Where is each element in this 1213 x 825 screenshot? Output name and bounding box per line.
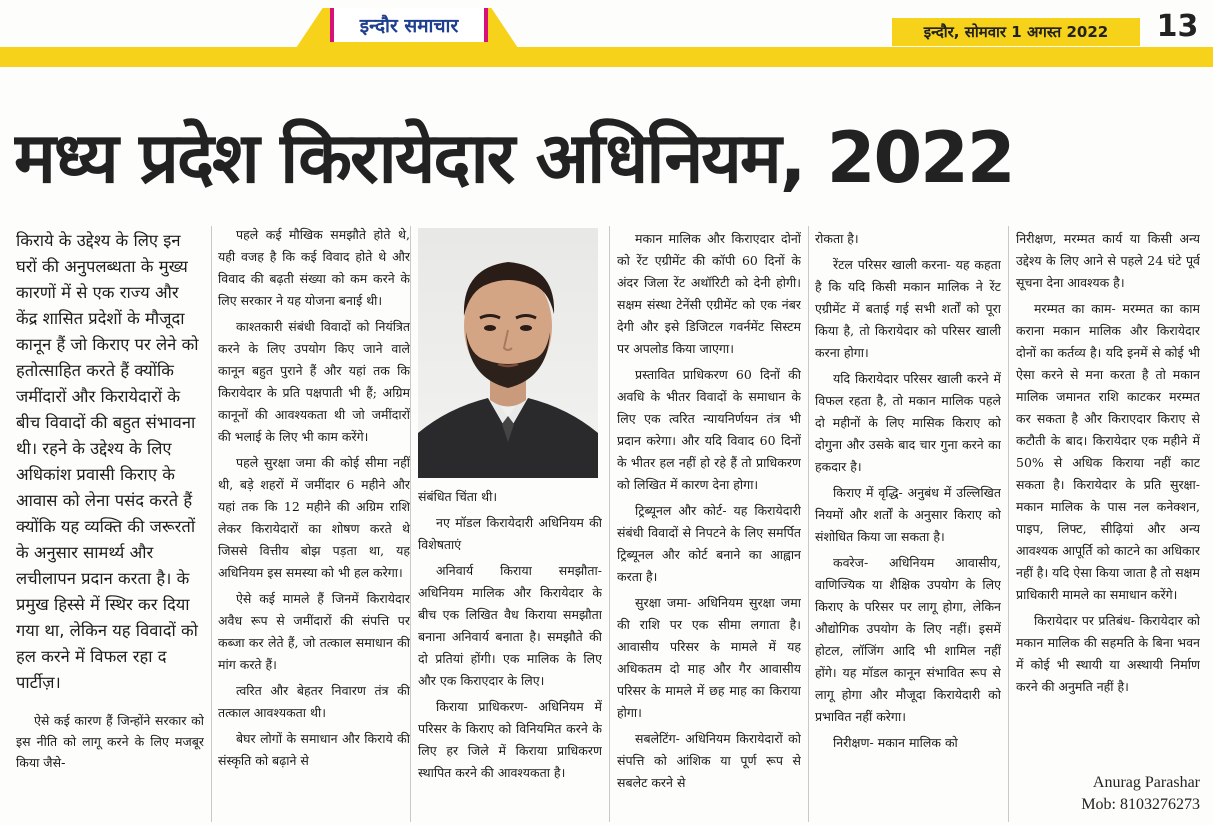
byline xyxy=(1030,772,1200,816)
paragraph: सबलेटिंग- अधिनियम किरायेदारों को संपत्ति को आंशिक या पूर्ण रूप से सबलेट करने से xyxy=(617,731,801,790)
paragraph: रेंटल परिसर खाली करना- यह कहता है कि यदि किसी मकान मालिक ने रेंट एग्रीमेंट में बताई गई सभी शर्तों को पूरा किया है, तो किरायेदार को परिसर खाली करना होगा। xyxy=(815,257,1001,360)
paragraph: रोकता है। xyxy=(815,231,859,246)
paragraph: किराए में वृद्धि- अनुबंध में उल्लिखित नियमों और शर्तों के अनुसार किराए को संशोधित किया जा सकता है। xyxy=(815,485,1001,544)
paragraph: किराया प्राधिकरण- अधिनियम में परिसर के किराए को विनियमित करने के लिए हर जिले में किराया प्राधिकरण स्थापित करने की आवश्यकता है। xyxy=(418,699,602,780)
dateline: इन्दौर, सोमवार 1 अगस्त 2022 xyxy=(892,18,1140,46)
article-column-5 xyxy=(815,228,1001,825)
page-number: 13 xyxy=(1156,8,1199,44)
paragraph: अनिवार्य किराया समझौता- अधिनियम मालिक और किरायेदार के बीच एक लिखित वैध किराया समझौता बनाना अनिवार्य बनाता है। समझौते की दो प्रतियां होंगी। एक मालिक के लिए और एक किराएदार के लिए। xyxy=(418,563,602,688)
author-name: Anurag Parashar xyxy=(1092,774,1200,791)
paragraph: त्वरित और बेहतर निवारण तंत्र की तत्काल आवश्यकता थी। xyxy=(218,683,410,720)
article-column-6 xyxy=(1016,228,1200,768)
paragraph: कवरेज- अधिनियम आवासीय, वाणिज्यिक या शैक्षिक उपयोग के लिए किराए के परिसर पर लागू होगा, लेकिन औद्योगिक उपयोग के लिए नहीं। इसमें होटल, लॉजिंग आदि भी शामिल नहीं होंगे। यह मॉडल कानून संभावित रूप से लागू होगा और मौजूदा किरायेदारी को प्रभावित नहीं करेगा। xyxy=(815,555,1001,724)
paragraph: पहले सुरक्षा जमा की कोई सीमा नहीं थी, बड़े शहरों में जमींदार 6 महीने और यहां तक कि 12 महीने की अग्रिम राशि लेकर किरायेदारों का शोषण करते थे जिससे वित्तीय बोझ पड़ता था, यह अधिनियम इस समस्या को भी हल करेगा। xyxy=(218,455,410,580)
column-divider xyxy=(1008,226,1009,822)
paragraph: निरीक्षण, मरम्मत कार्य या किसी अन्य उद्देश्य के लिए आने से पहले 24 घंटे पूर्व सूचना देना आवश्यक है। xyxy=(1016,231,1200,290)
paragraph: मकान मालिक और किराएदार दोनों को रेंट एग्रीमेंट की कॉपी 60 दिनों के अंदर जिला रेंट अथॉरिटी को देनी होगी। सक्षम संस्था टेनेंसी एग्रीमेंट को एक नंबर देगी और इसे डिजिटल गवर्नमेंट सिस्टम पर अपलोड किया जाएगा। xyxy=(617,231,801,356)
author-mobile: Mob: 8103276273 xyxy=(1081,796,1200,813)
column-divider xyxy=(211,226,212,822)
article-column-4 xyxy=(617,228,801,825)
lead-followup: ऐसे कई कारण हैं जिन्होंने सरकार को इस नीति को लागू करने के लिए मजबूर किया जैसे- xyxy=(16,713,204,770)
section-name: इन्दौर समाचार xyxy=(330,8,488,42)
paragraph: यदि किरायेदार परिसर खाली करने में विफल रहता है, तो मकान मालिक पहले दो महीनों के लिए मासिक किराए को दोगुना और उसके बाद चार गुना करने का हकदार है। xyxy=(815,371,1001,474)
lead-column xyxy=(16,228,204,825)
paragraph: निरीक्षण- मकान मालिक को xyxy=(833,735,958,750)
paragraph: बेघर लोगों के समाधान और किराये की संस्कृति को बढ़ाने से xyxy=(218,731,410,768)
paragraph: ट्रिब्यूनल और कोर्ट- यह किरायेदारी संबंधी विवादों से निपटने के लिए समर्पित ट्रिब्यूनल और कोर्ट बनाने का आह्वान करता है। xyxy=(617,503,801,584)
headline: मध्य प्रदेश किरायेदार अधिनियम, 2022 xyxy=(14,117,1014,199)
lead-paragraph: किराये के उद्देश्य के लिए इन घरों की अनुपलब्धता के मुख्य कारणों में से एक राज्य और केंद्र शासित प्रदेशों के मौजूदा कानून हैं जो किराए पर लेने को हतोत्साहित करते हैं क्योंकि जमींदारों और किरायेदारों के बीच विवादों की बहुत संभावना थी। रहने के उद्देश्य के लिए अधिकांश प्रवासी किराए के आवास को लेना पसंद करते हैं क्योंकि यह व्यक्ति की जरूरतों के अनुसार सामर्थ्य और लचीलापन प्रदान करता है। के प्रमुख हिस्से में स्थिर कर दिया गया था, लेकिन यह विवादों को हल करने में विफल रहा द पार्टीज़। xyxy=(16,231,199,692)
paragraph: काश्तकारी संबंधी विवादों को नियंत्रित करने के लिए उपयोग किए जाने वाले कानून बहुत पुराने हैं और यहां तक कि किरायेदार के प्रति पक्षपाती भी हैं; अग्रिम कानूनों की आवश्यकता थी जो जमींदारों की भलाई के लिए भी काम करेंगे। xyxy=(218,319,410,444)
author-photo xyxy=(418,228,598,478)
portrait-illustration xyxy=(418,228,598,478)
masthead xyxy=(0,0,1213,68)
paragraph: संबंधित चिंता थी। xyxy=(418,489,498,504)
paragraph: प्रस्तावित प्राधिकरण 60 दिनों की अवधि के भीतर विवादों के समाधान के लिए एक त्वरित न्यायनिर्णयन तंत्र भी प्रदान करेगा। और यदि विवाद 60 दिनों के भीतर हल नहीं हो रहे हैं तो प्राधिकरण को लिखित में कारण देना होगा। xyxy=(617,367,801,492)
article-column-3 xyxy=(418,486,602,825)
article-column-2 xyxy=(218,224,410,824)
paragraph: किरायेदार पर प्रतिबंध- किरायेदार को मकान मालिक की सहमति के बिना भवन में कोई भी स्थायी या अस्थायी निर्माण करने की अनुमति नहीं है। xyxy=(1016,613,1200,694)
column-divider xyxy=(808,226,809,822)
paragraph: पहले कई मौखिक समझौते होते थे, यही वजह है कि कई विवाद होते थे और विवाद की बढ़ती संख्या को कम करने के लिए सरकार ने यह योजना बनाई थी। xyxy=(218,227,410,308)
masthead-band xyxy=(0,47,1213,67)
paragraph: ऐसे कई मामले हैं जिनमें किरायेदार अवैध रूप से जमींदारों की संपत्ति पर कब्जा कर लेते हैं, जो तत्काल समाधान की मांग करते हैं। xyxy=(218,591,410,672)
column-divider xyxy=(609,226,610,822)
column-divider xyxy=(410,226,411,822)
paragraph: मरम्मत का काम- मरम्मत का काम कराना मकान मालिक और किरायेदार दोनों का कर्तव्य है। यदि इनमें से कोई भी ऐसा करने से मना करता है तो मकान मालिक जमानत राशि काटकर मरम्मत कर सकता है और किराएदार किराए से कटौती के बाद। किरायेदार एक महीने में 50% से अधिक किराया नहीं काट सकता है। किरायेदार के प्रति सुरक्षा- मकान मालिक के पास नल कनेक्शन, पाइप, लिफ्ट, सीढ़ियां और अन्य आवश्यक आपूर्ति को काटने का अधिकार नहीं है। यदि ऐसा किया जाता है तो सक्षम प्राधिकारी मामले का समाधान करेंगे। xyxy=(1016,301,1200,602)
paragraph: सुरक्षा जमा- अधिनियम सुरक्षा जमा की राशि पर एक सीमा लगाता है। आवासीय परिसर के मामले में यह अधिकतम दो माह और गैर आवासीय परिसर के मामले में छह माह का किराया होगा। xyxy=(617,595,801,720)
subheading: नए मॉडल किरायेदारी अधिनियम की विशेषताएं xyxy=(418,515,602,552)
